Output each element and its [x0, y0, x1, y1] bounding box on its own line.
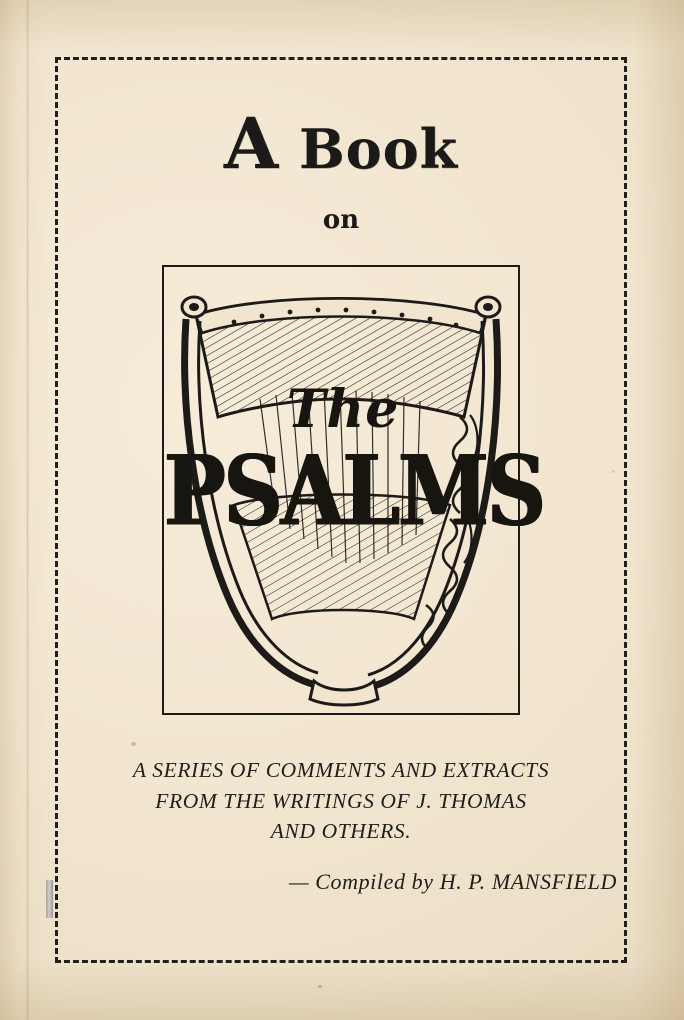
paper-speck	[318, 985, 322, 988]
paper-crease	[26, 0, 29, 1020]
harp-illustration	[162, 265, 545, 715]
illustration-word-psalms: PSALMS	[164, 435, 545, 549]
illustration-word-the: The	[286, 379, 400, 440]
series-line-3: AND OTHERS.	[270, 819, 412, 844]
paper-aging-top	[0, 0, 684, 50]
title-remainder: Book	[279, 117, 459, 181]
series-description	[55, 755, 627, 847]
title-first-letter: A	[223, 102, 280, 185]
compiled-by-credit: — Compiled by H. P. MANSFIELD	[288, 868, 617, 894]
paper-aging-bottom	[0, 960, 684, 1020]
paper-aging-left	[0, 0, 50, 1020]
page-title	[55, 102, 627, 185]
staple	[46, 880, 53, 918]
title-preposition: on	[322, 205, 360, 235]
cover-content	[55, 57, 627, 963]
illustration-container	[55, 265, 627, 715]
series-line-1: A SERIES OF COMMENTS AND EXTRACTS	[132, 758, 550, 782]
paper-aging-right	[634, 0, 684, 1020]
series-line-2: FROM THE WRITINGS OF J. THOMAS	[155, 788, 527, 813]
